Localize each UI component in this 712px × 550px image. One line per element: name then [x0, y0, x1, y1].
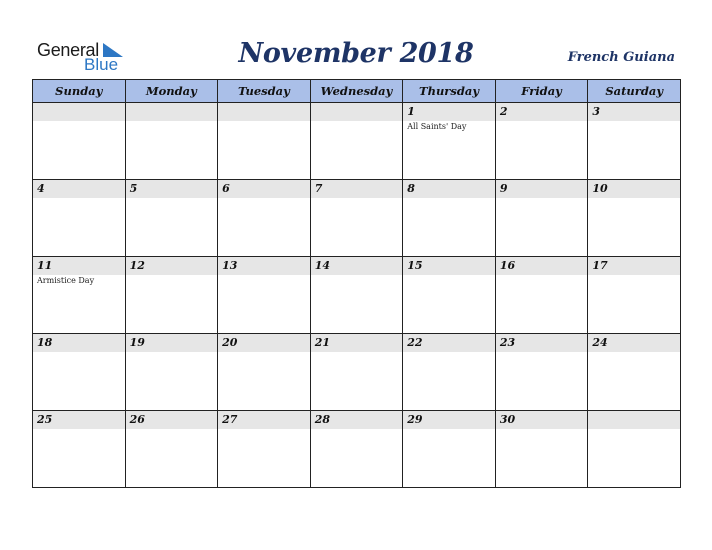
day-number: 24 — [588, 334, 680, 352]
day-number: 17 — [588, 257, 680, 275]
day-cell — [218, 411, 311, 488]
day-number: 7 — [311, 180, 403, 198]
day-number: 20 — [218, 334, 310, 352]
day-cell — [403, 103, 496, 180]
day-number: 14 — [311, 257, 403, 275]
logo-word-blue: Blue — [84, 55, 119, 74]
day-number: 3 — [588, 103, 680, 121]
day-cell — [218, 334, 311, 411]
weekday-header: Tuesday — [218, 80, 311, 103]
day-number: 28 — [311, 411, 403, 429]
day-number: 2 — [496, 103, 588, 121]
day-cell — [495, 257, 588, 334]
day-cell — [218, 257, 311, 334]
day-cell — [403, 257, 496, 334]
week-row — [33, 411, 681, 488]
logo-word-general: General — [37, 40, 99, 60]
day-cell — [588, 334, 681, 411]
weekday-header: Friday — [495, 80, 588, 103]
holiday-label: All Saints' Day — [407, 122, 467, 131]
day-cell — [495, 180, 588, 257]
day-cell — [125, 257, 218, 334]
day-cell — [33, 334, 126, 411]
day-cell — [495, 411, 588, 488]
day-number: 13 — [218, 257, 310, 275]
day-cell — [218, 103, 311, 180]
weekday-header: Monday — [125, 80, 218, 103]
day-number: 11 — [33, 257, 125, 275]
day-cell — [588, 180, 681, 257]
day-number: 22 — [403, 334, 495, 352]
week-row — [33, 180, 681, 257]
day-number: 16 — [496, 257, 588, 275]
day-number: 29 — [403, 411, 495, 429]
day-cell — [125, 180, 218, 257]
week-row — [33, 257, 681, 334]
day-number: 6 — [218, 180, 310, 198]
day-number: 4 — [33, 180, 125, 198]
day-number: 5 — [126, 180, 218, 198]
day-cell — [310, 334, 403, 411]
day-number: 25 — [33, 411, 125, 429]
weekday-header: Thursday — [403, 80, 496, 103]
day-number — [311, 103, 403, 121]
day-number: 27 — [218, 411, 310, 429]
day-number: 9 — [496, 180, 588, 198]
weekday-header-row — [33, 80, 681, 103]
region-name: French Guiana — [567, 50, 675, 65]
day-cell — [403, 334, 496, 411]
day-cell — [218, 180, 311, 257]
weekday-header: Wednesday — [310, 80, 403, 103]
day-number: 30 — [496, 411, 588, 429]
day-number — [218, 103, 310, 121]
day-number: 26 — [126, 411, 218, 429]
day-cell — [125, 103, 218, 180]
day-cell — [125, 411, 218, 488]
day-number: 10 — [588, 180, 680, 198]
day-cell — [33, 257, 126, 334]
day-cell — [403, 411, 496, 488]
day-cell — [33, 411, 126, 488]
day-cell — [495, 103, 588, 180]
day-cell — [588, 411, 681, 488]
page-title: November 2018 — [238, 38, 474, 69]
day-cell — [33, 103, 126, 180]
day-number: 19 — [126, 334, 218, 352]
day-number: 18 — [33, 334, 125, 352]
weekday-header: Saturday — [588, 80, 681, 103]
day-number: 8 — [403, 180, 495, 198]
day-number: 21 — [311, 334, 403, 352]
calendar-grid — [32, 79, 681, 488]
week-row — [33, 334, 681, 411]
day-cell — [33, 180, 126, 257]
holiday-label: Armistice Day — [37, 276, 95, 285]
day-number — [588, 411, 680, 429]
day-cell — [588, 103, 681, 180]
day-cell — [125, 334, 218, 411]
day-number — [126, 103, 218, 121]
day-cell — [310, 103, 403, 180]
day-number: 12 — [126, 257, 218, 275]
day-number: 1 — [403, 103, 495, 121]
day-cell — [310, 411, 403, 488]
day-number: 23 — [496, 334, 588, 352]
day-number — [33, 103, 125, 121]
day-cell — [310, 180, 403, 257]
day-cell — [403, 180, 496, 257]
day-cell — [310, 257, 403, 334]
weekday-header: Sunday — [33, 80, 126, 103]
day-number: 15 — [403, 257, 495, 275]
day-cell — [588, 257, 681, 334]
day-cell — [495, 334, 588, 411]
week-row — [33, 103, 681, 180]
